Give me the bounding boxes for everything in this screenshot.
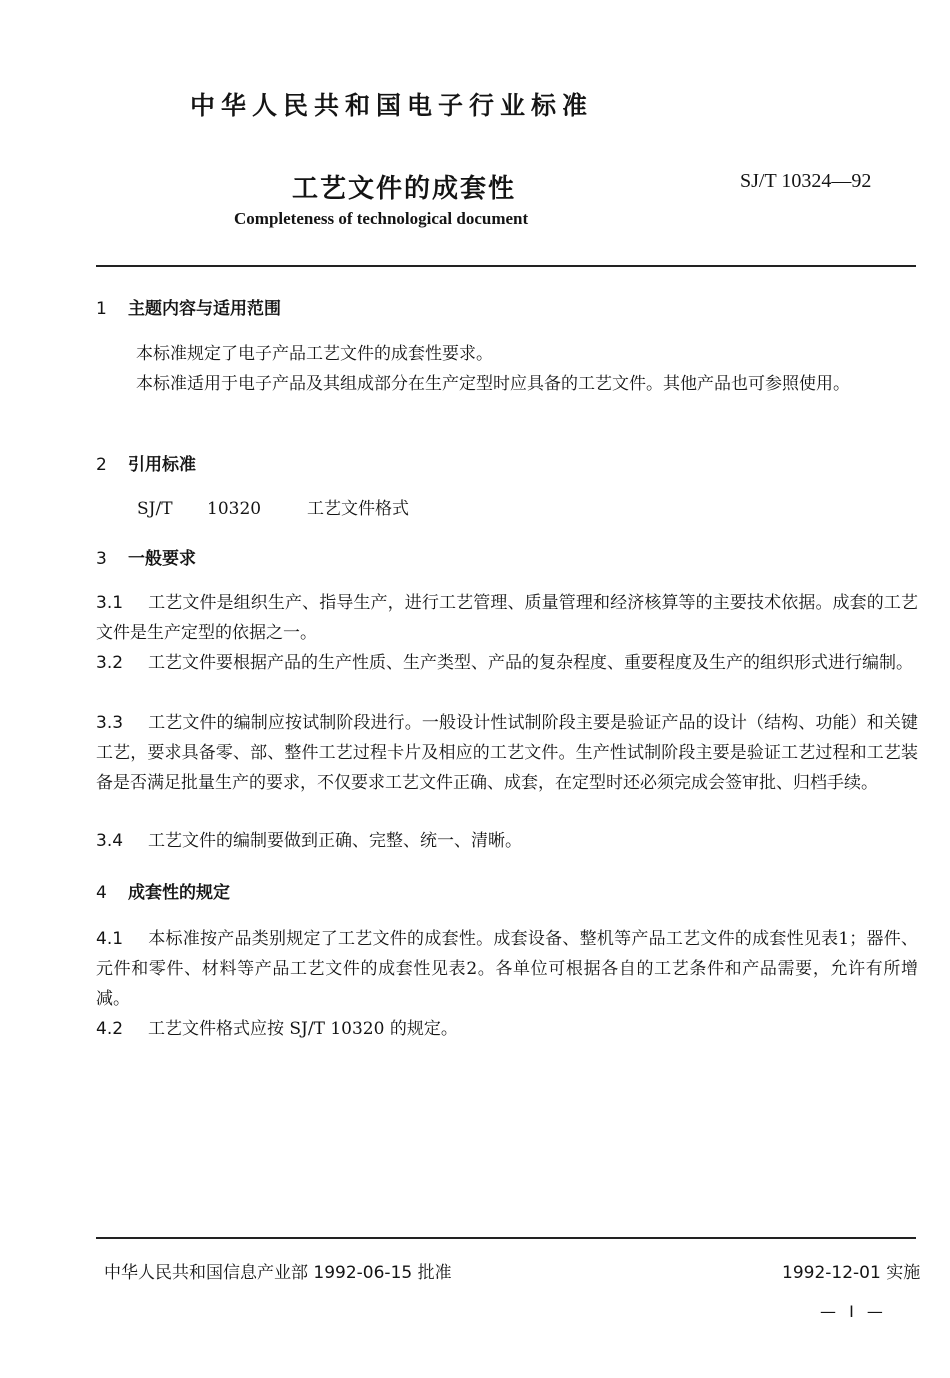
standard-family-title: 中华人民共和国电子行业标准 [190,91,594,120]
section-number: 4 [96,883,107,903]
ref-title: 工艺文件格式 [307,499,409,519]
clause-number: 3.1 [96,593,124,613]
section-title: 主题内容与适用范围 [128,299,281,319]
clause-4-1 [96,924,918,1014]
footer-divider [96,1237,916,1239]
document-title-cn: 工艺文件的成套性 [292,174,517,204]
section-4-heading [96,878,230,903]
clause-text: 工艺文件的编制应按试制阶段进行。一般设计性试制阶段主要是验证产品的设计（结构、功能）和关键工艺，要求具备零、部、整件工艺过程卡片及相应的工艺文件。生产性试制阶段主要是验证工艺过程和工艺装备是否满足批量生产的要求，不仅要求工艺文件正确、成套，在定型时还必须完成会签审批、归档手续。 [96,713,918,793]
clause-number: 4.2 [96,1019,124,1039]
approval-statement: 中华人民共和国信息产业部 1992-06-15 批准 [104,1263,452,1283]
section-number: 2 [96,455,107,475]
clause-number: 3.3 [96,713,124,733]
page-number: — I — [820,1302,887,1321]
effective-date: 1992-12-01 实施 [782,1263,921,1283]
referenced-standard [137,494,409,519]
section-title: 一般要求 [128,549,196,569]
clause-3-3 [96,708,918,798]
standard-code: SJ/T 10324—92 [740,170,872,192]
clause-text: 工艺文件要根据产品的生产性质、生产类型、产品的复杂程度、重要程度及生产的组织形式进行编制。 [148,653,913,673]
clause-3-2 [96,648,918,678]
section-number: 3 [96,549,107,569]
document-title-en: Completeness of technological document [234,209,529,228]
section-1-paragraph-2: 本标准适用于电子产品及其组成部分在生产定型时应具备的工艺文件。其他产品也可参照使用。 [136,374,850,394]
clause-text: 工艺文件格式应按 SJ/T 10320 的规定。 [148,1019,458,1039]
section-2-heading [96,450,196,475]
header-divider [96,265,916,267]
section-title: 引用标准 [128,455,196,475]
clause-4-2 [96,1014,918,1044]
clause-text: 工艺文件是组织生产、指导生产，进行工艺管理、质量管理和经济核算等的主要技术依据。成套的工艺文件是生产定型的依据之一。 [96,593,918,643]
section-number: 1 [96,299,107,319]
clause-text: 工艺文件的编制要做到正确、完整、统一、清晰。 [148,831,522,851]
section-3-heading [96,544,196,569]
ref-number: 10320 [207,499,262,519]
section-title: 成套性的规定 [128,883,230,903]
clause-text: 本标准按产品类别规定了工艺文件的成套性。成套设备、整机等产品工艺文件的成套性见表1；器件、元件和零件、材料等产品工艺文件的成套性见表2。各单位可根据各自的工艺条件和产品需要，允许有所增减。 [96,929,918,1009]
clause-number: 3.4 [96,831,124,851]
clause-3-1 [96,588,918,648]
clause-number: 4.1 [96,929,124,949]
section-1-paragraph-1: 本标准规定了电子产品工艺文件的成套性要求。 [136,344,493,364]
ref-code: SJ/T [137,499,173,519]
clause-3-4 [96,826,918,856]
section-1-heading [96,294,281,319]
clause-number: 3.2 [96,653,124,673]
